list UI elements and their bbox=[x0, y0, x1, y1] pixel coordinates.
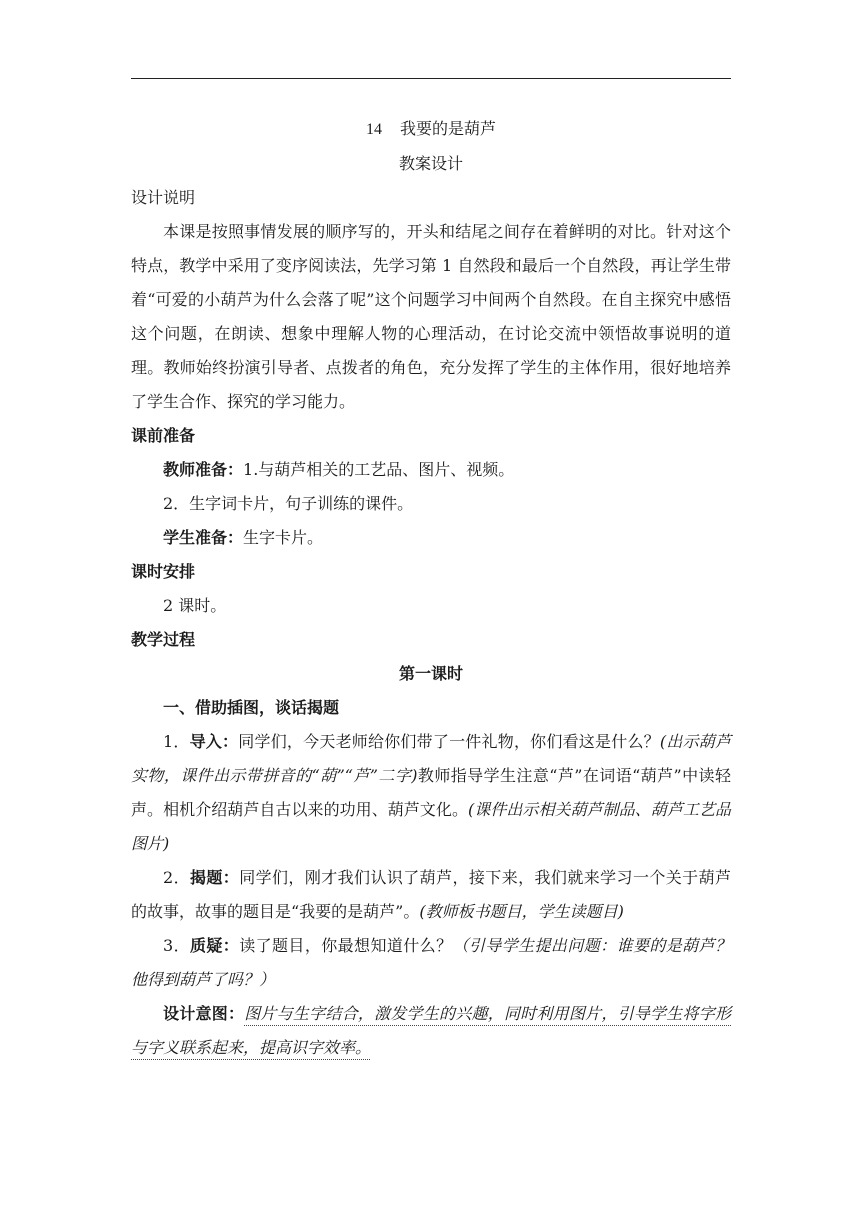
step2-paragraph bbox=[131, 861, 731, 929]
student-prep-label: 学生准备： bbox=[163, 528, 244, 547]
schedule-text: 2 课时。 bbox=[163, 596, 227, 615]
step1-text: 同学们，今天老师给你们带了一件礼物，你们看这是什么？ bbox=[238, 732, 660, 751]
subtitle: 教案设计 bbox=[398, 154, 463, 173]
step1-text-2: 教师指导学生注意“芦”在词语“葫芦”中读轻声。相机介绍葫芦自古以来的功用、葫芦文化。 bbox=[131, 766, 731, 819]
document-page bbox=[131, 112, 731, 1065]
student-prep-text: 生字卡片。 bbox=[243, 528, 324, 547]
step1-paragraph bbox=[131, 725, 731, 861]
lesson-title-text: 我要的是葫芦 bbox=[399, 119, 496, 138]
first-lesson-heading: 第一课时 bbox=[398, 664, 463, 683]
step3-paragraph bbox=[131, 929, 731, 997]
step3-number: 3． bbox=[163, 936, 190, 955]
lesson-number: 14 bbox=[365, 121, 382, 138]
prep-heading: 课前准备 bbox=[131, 426, 196, 445]
step1-label: 导入： bbox=[189, 732, 239, 751]
design-notes-paragraph: 本课是按照事情发展的顺序写的，开头和结尾之间存在着鲜明的对比。针对这个特点，教学中采用了变序阅读法，先学习第 1 自然段和最后一个自然段，再让学生带着“可爱的小葫芦为什么会落了呢”这个问题学习中间两个自然段。在自主探究中感悟这个问题，在朗读、想象中理解人物的心理活动，在讨论交流中领悟故事说明的道理。教师始终扮演引导者、点拨者的角色，充分发挥了学生的主体作用，很好地培养了学生合作、探究的学习能力。 bbox=[131, 222, 731, 411]
schedule-heading: 课时安排 bbox=[131, 562, 196, 581]
teacher-prep-label: 教师准备： bbox=[163, 460, 244, 479]
teacher-prep-item-1: 1.与葫芦相关的工艺品、图片、视频。 bbox=[243, 460, 515, 479]
step2-note: (教师板书题目，学生读题目) bbox=[419, 902, 624, 921]
header-rule bbox=[131, 78, 731, 79]
step1-note-2: (课件出示相关葫芦制品、葫芦工艺品图片) bbox=[131, 800, 731, 853]
section1-heading: 一、借助插图，谈话揭题 bbox=[163, 698, 340, 717]
student-prep-line bbox=[131, 521, 731, 555]
step1-number: 1． bbox=[163, 732, 190, 751]
step3-label: 质疑： bbox=[190, 936, 240, 955]
design-intent-text: 图片与生字结合，激发学生的兴趣，同时利用图片，引导学生将字形与字义联系起来，提高识字效率。 bbox=[131, 1004, 731, 1057]
design-intent-label: 设计意图： bbox=[163, 1004, 245, 1023]
step2-label: 揭题： bbox=[190, 868, 240, 887]
step2-number: 2． bbox=[163, 868, 190, 887]
teacher-prep-line-2: 2．生字词卡片，句子训练的课件。 bbox=[163, 494, 414, 513]
step3-note: （引导学生提出问题：谁要的是葫芦？他得到葫芦了吗？） bbox=[131, 936, 731, 989]
step3-text: 读了题目，你最想知道什么？ bbox=[239, 936, 453, 955]
design-intent-paragraph bbox=[131, 997, 731, 1065]
design-notes-heading: 设计说明 bbox=[131, 188, 196, 207]
teacher-prep-line-1 bbox=[131, 453, 731, 487]
process-heading: 教学过程 bbox=[131, 630, 196, 649]
step2-text: 同学们，刚才我们认识了葫芦，接下来，我们就来学习一个关于葫芦的故事，故事的题目是“我要的是葫芦”。 bbox=[131, 868, 731, 921]
step1-note-1: (出示葫芦实物，课件出示带拼音的“葫”“芦”二字) bbox=[131, 732, 731, 785]
lesson-title bbox=[131, 112, 731, 147]
